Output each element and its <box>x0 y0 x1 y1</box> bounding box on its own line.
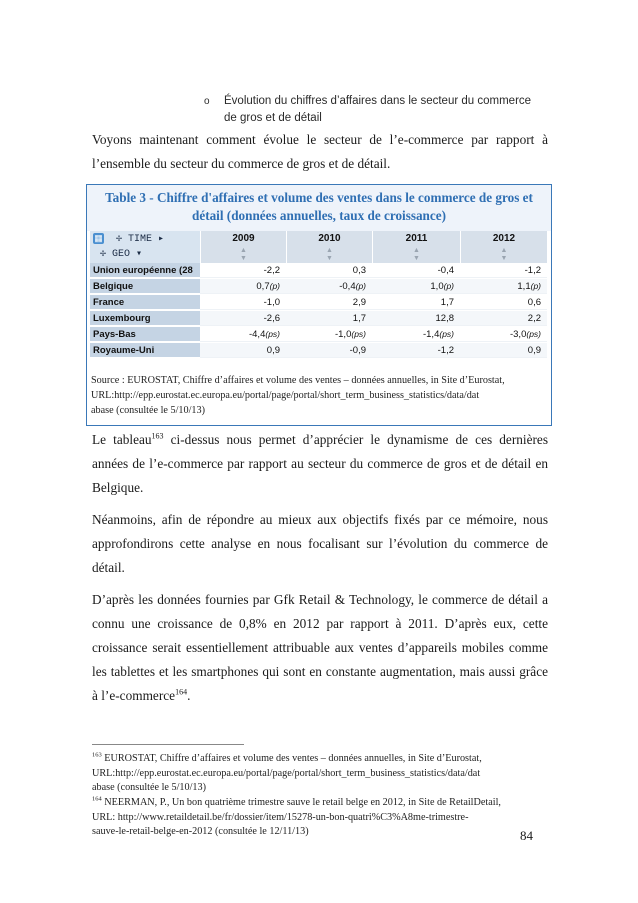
footnote-separator <box>92 744 244 745</box>
footnote-164: $^{164}$ NEERMAN, P., Un bon quatrième trimestre sauve le retail belge en 2012, in Site de RetailDetail, URL: http://www.retaildetail.be/fr/dossier/item/15278-un-bon-quatri%C3%A8me-trimestre- sauve-le-retail-belge-en-2012 (consultée le 12/11/13) <box>92 796 501 837</box>
table-cell: -0,4(p) <box>286 279 372 294</box>
table-header <box>90 231 547 263</box>
table-box <box>86 184 552 426</box>
paragraph-intro: Voyons maintenant comment évolue le secteur de l’e-commerce par rapport à l’ensemble du secteur du commerce de gros et de détail. <box>92 132 548 171</box>
time-dimension-label: ✢ TIME ▸ <box>116 234 165 245</box>
table-cell: 12,8 <box>372 311 460 326</box>
table-row <box>90 327 547 343</box>
table-cell: 1,7 <box>372 295 460 310</box>
table-cell: -4,4(ps) <box>200 327 286 342</box>
table-cell: 2,2 <box>460 311 547 326</box>
table-cell: 0,9 <box>200 343 286 358</box>
column-header-2011: 2011 ▲ ▼ <box>372 231 460 263</box>
table-cell: 0,6 <box>460 295 547 310</box>
column-header-2010: 2010 ▲ ▼ <box>286 231 372 263</box>
table-title <box>87 185 551 231</box>
table-cell: -0,9 <box>286 343 372 358</box>
footnote-ref-163[interactable]: 163 <box>151 431 164 441</box>
table-title-line-2: détail (données annuelles, taux de croissance) <box>192 208 446 223</box>
table-cell: -1,0 <box>200 295 286 310</box>
table-cell: 2,9 <box>286 295 372 310</box>
column-header-2009: 2009 ▲ ▼ <box>200 231 286 263</box>
eurostat-table-screenshot <box>90 231 547 365</box>
page-number: 84 <box>520 828 533 843</box>
column-header-2012: 2012 ▲ ▼ <box>460 231 547 263</box>
grid-icon: ▦ <box>94 233 103 243</box>
row-label: Royaume-Uni <box>90 343 200 358</box>
table-cell: 0,3 <box>286 263 372 278</box>
table-row <box>90 263 547 279</box>
row-label: Union européenne (28 <box>90 263 200 278</box>
row-label: Luxembourg <box>90 311 200 326</box>
table-cell: -2,2 <box>200 263 286 278</box>
sub-heading-bullet <box>204 93 554 127</box>
table-cell: -2,6 <box>200 311 286 326</box>
table-cell: -1,0(ps) <box>286 327 372 342</box>
table-cell: 1,1(p) <box>460 279 547 294</box>
paragraph-table-comment: Le tableau$^{163}$ ci-dessus nous permet d’apprécier le dynamisme de ces dernières années de l’e-commerce par rapport au secteur du commerce de gros et de détail en Belgique. <box>92 431 548 495</box>
geo-dimension-label: ✢ GEO ▾ <box>100 249 143 260</box>
table-cell: -1,2 <box>460 263 547 278</box>
table-cell: 1,0(p) <box>372 279 460 294</box>
table-row <box>90 295 547 311</box>
row-label: Belgique <box>90 279 200 294</box>
table-cell: -0,4 <box>372 263 460 278</box>
table-row <box>90 311 547 327</box>
footnote-163: $^{163}$ EUROSTAT, Chiffre d’affaires et volume des ventes – données annuelles, in Site d’Eurostat, URL:http://epp.eurostat.ec.europa.eu/portal/page/portal/short_term_business_statistics/data/dat abase (consultée le 5/10/13) <box>92 752 482 793</box>
source-line-2: URL:http://epp.eurostat.ec.europa.eu/portal/page/portal/short_term_business_statistics/data/dat <box>91 390 480 401</box>
source-line-1: Source : EUROSTAT, Chiffre d’affaires et volume des ventes – données annuelles, in Site d’Eurostat, <box>91 375 505 386</box>
source-line-3: abase (consultée le 5/10/13) <box>91 405 206 416</box>
table-header-dimensions <box>90 231 200 263</box>
table-cell: -1,2 <box>372 343 460 358</box>
table-row <box>90 343 547 359</box>
table-cell: 0,9 <box>460 343 547 358</box>
bullet-marker: o <box>204 96 210 107</box>
table-cell: 0,7(p) <box>200 279 286 294</box>
table-cell: 1,7 <box>286 311 372 326</box>
row-label: Pays-Bas <box>90 327 200 342</box>
table-source <box>91 373 547 418</box>
paragraph-approach: Néanmoins, afin de répondre au mieux aux objectifs fixés par ce mémoire, nous approfondirons cette analyse en nous focalisant sur l’évolution du commerce de détail. <box>92 512 548 575</box>
table-row <box>90 279 547 295</box>
bullet-line-1: Évolution du chiffres d’affaires dans le secteur du commerce <box>224 95 532 107</box>
bullet-line-2: de gros et de détail <box>224 112 322 124</box>
table-cell: -3,0(ps) <box>460 327 547 342</box>
row-label: France <box>90 295 200 310</box>
footnote-ref-164[interactable]: 164 <box>175 687 188 697</box>
table-cell: -1,4(ps) <box>372 327 460 342</box>
paragraph-gfk: D’après les données fournies par Gfk Retail & Technology, le commerce de détail a connu une croissance de 0,8% en 2012 par rapport à 2011. D’après eux, cette croissance serait essentiellement attribuable aux ventes d’appareils mobiles comme les tablettes et les smartphones qui sont en constante augmentation, mais aussi grâce à l’e-commerce$^{164}$. <box>92 592 548 703</box>
table-title-line-1: Table 3 - Chiffre d'affaires et volume des ventes dans le commerce de gros et <box>105 190 533 205</box>
